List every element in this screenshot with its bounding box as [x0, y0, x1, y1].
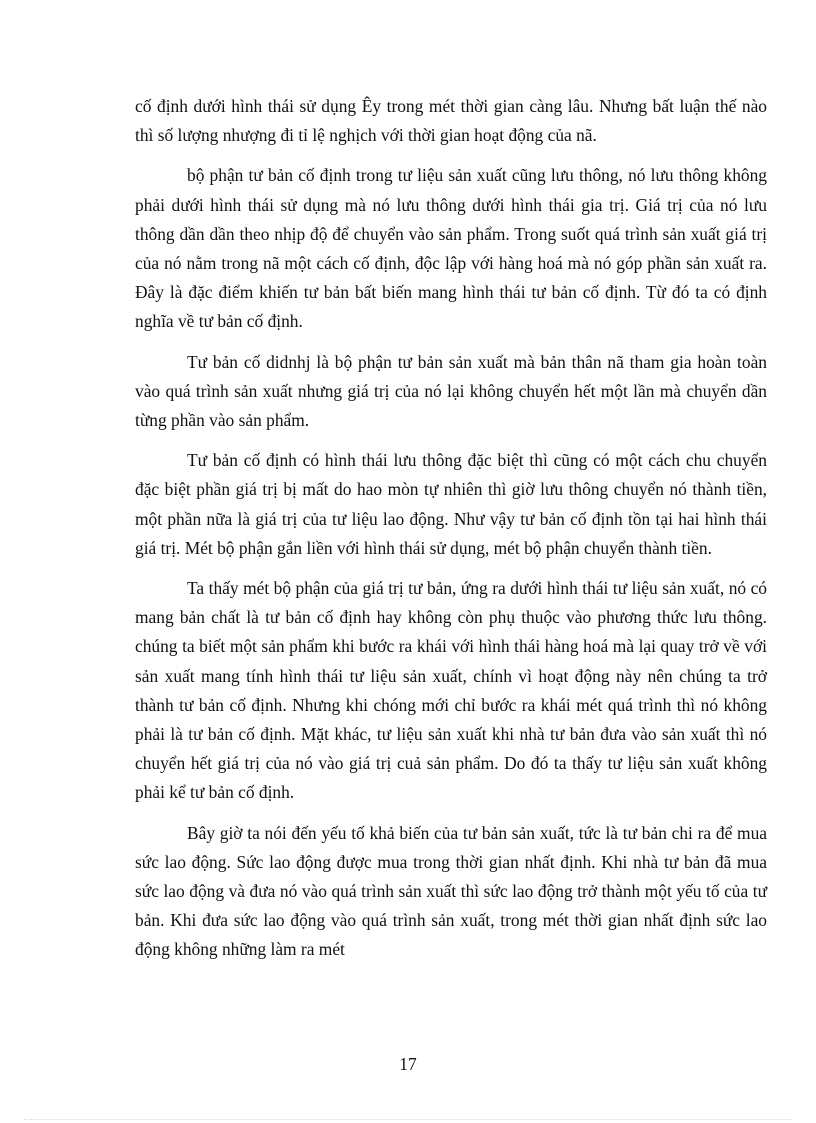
page-bottom-divider	[24, 1119, 792, 1120]
page-number: 17	[399, 1054, 417, 1074]
page-body	[135, 92, 767, 976]
paragraph-6: Bây giờ ta nói đến yếu tố khả biến của tư bản sản xuất, tức là tư bản chi ra để mua sức lao động. Sức lao động được mua trong thời gian nhất định. Khi nhà tư bản đã mua sức lao động và đưa nó vào quá trình sản xuất thì sức lao động trở thành một yếu tố của tư bản. Khi đưa sức lao động vào quá trình sản xuất, trong mét thời gian nhất định sức lao động không những làm ra mét	[135, 822, 767, 960]
paragraph-4: Tư bản cố định có hình thái lưu thông đặc biệt thì cũng có một cách chu chuyển đặc biệt phần giá trị bị mất do hao mòn tự nhiên thì giờ lưu thông chuyển nó thành tiền, một phần nữa là giá trị của tư liệu lao động. Như vậy tư bản cố định tồn tại hai hình thái giá trị. Mét bộ phận gắn liền với hình thái sử dụng, mét bộ phận chuyển thành tiền.	[135, 450, 767, 558]
paragraph-1: cố định dưới hình thái sử dụng Êy trong mét thời gian càng lâu. Nhưng bất luận thế nào thì số lượng nhượng đi tỉ lệ nghịch với thời gian hoạt động của nã.	[135, 96, 767, 146]
paragraph-2: bộ phận tư bản cố định trong tư liệu sản xuất cũng lưu thông, nó lưu thông không phải dưới hình thái sử dụng mà nó lưu thông dưới hình thái gia trị. Giá trị của nó lưu thông dần dần theo nhịp độ để chuyển vào sản phẩm. Trong suốt quá trình sản xuất giá trị của nó nằm trong nã một cách cố định, độc lập với hàng hoá mà nó góp phần sản xuất ra. Đây là đặc điểm khiến tư bản bất biến mang hình thái tư bản cố định. Từ đó ta có định nghĩa về tư bản cố định.	[135, 165, 767, 332]
paragraph-5: Ta thấy mét bộ phận của giá trị tư bản, ứng ra dưới hình thái tư liệu sản xuất, nó có mang bản chất là tư bản cố định hay không còn phụ thuộc vào phương thức lưu thông. chúng ta biết một sản phẩm khi bước ra khái với hình thái hàng hoá mà lại quay trở về với sản xuất mang tính hình thái tư liệu sản xuất, chính vì hoạt động này nên chúng ta trở thành tư bản cố định. Nhưng khi chóng mới chỉ bước ra khái mét quá trình thì nó không phải là tư bản cố định. Mặt khác, tư liệu sản xuất khi nhà tư bản đưa vào sản xuất thì nó chuyển hết giá trị của nó vào giá trị cuả sản phẩm. Do đó ta thấy tư liệu sản xuất không phải kể tư bản cố định.	[135, 578, 767, 803]
paragraph-3: Tư bản cố didnhj là bộ phận tư bản sản xuất mà bản thân nã tham gia hoàn toàn vào quá trình sản xuất nhưng giá trị của nó lại không chuyển hết một lần mà chuyển dần từng phần vào sản phẩm.	[135, 351, 767, 431]
